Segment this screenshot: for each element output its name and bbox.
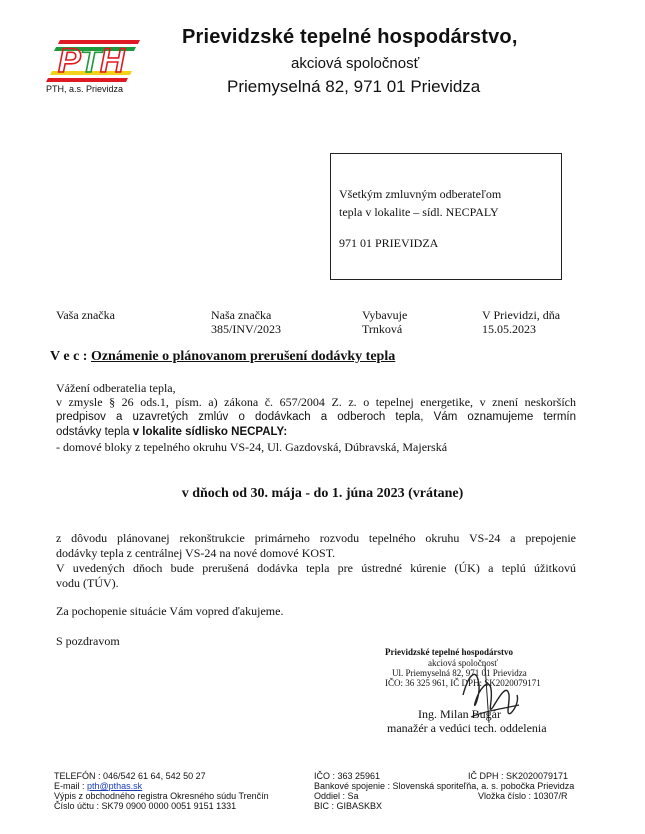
footer-email-line xyxy=(54,781,142,791)
subject-line xyxy=(50,349,395,365)
body-p2-line-1: z dôvodu plánovanej rekonštrukcie primárneho rozvodu tepelného okruhu VS-24 a prepojenie xyxy=(56,531,576,545)
company-address: Priemyselná 82, 971 01 Prievidza xyxy=(227,77,481,96)
recipient-address-box xyxy=(330,153,562,280)
footer-account: Číslo účtu : SK79 0900 0000 0051 9151 1331 xyxy=(54,801,237,811)
stamp-line-3: Ul. Priemyselná 82, 971 01 Prievidza xyxy=(392,668,527,678)
footer-vat: IČ DPH : SK2020079171 xyxy=(468,771,569,781)
our-ref-value: 385/INV/2023 xyxy=(211,322,281,336)
outage-dates: v dňoch od 30. mája - do 1. júna 2023 (vrátane) xyxy=(181,486,464,501)
letter-date: 15.05.2023 xyxy=(482,322,536,336)
body-p1-line-3-text: odstávky tepla xyxy=(56,426,133,438)
recipient-line-2: tepla v lokalite – sídl. NECPALY xyxy=(339,205,499,219)
your-ref-label: Vaša značka xyxy=(56,308,115,322)
footer-registry: Výpis z obchodného registra Okresného súdu Trenčín xyxy=(54,791,269,801)
footer-insert: Vložka číslo : 10307/R xyxy=(478,791,568,801)
footer-email-label: E-mail : xyxy=(54,781,88,791)
company-name: Prievidzské tepelné hospodárstvo, xyxy=(182,26,518,48)
footer-section: Oddiel : Sa xyxy=(314,791,359,801)
body-p2-line-4: vodu (TÚV). xyxy=(56,576,119,590)
stamp-line-2: akciová spoločnosť xyxy=(428,658,499,668)
stamp-line-4: IČO: 36 325 961, IČ DPH: SK2020079171 xyxy=(385,678,541,688)
recipient-line-3: 971 01 PRIEVIDZA xyxy=(339,236,439,250)
our-ref-label: Naša značka xyxy=(211,308,272,322)
greeting: Vážení odberatelia tepla, xyxy=(56,381,176,395)
thanks-line: Za pochopenie situácie Vám vopred ďakujeme. xyxy=(56,604,284,618)
footer-phone: TELEFÓN : 046/542 61 64, 542 50 27 xyxy=(54,771,206,781)
place-date-label: V Prievidzi, dňa xyxy=(482,308,561,322)
email-link[interactable]: pth@pthas.sk xyxy=(87,781,143,791)
svg-text:T: T xyxy=(80,42,101,80)
company-form: akciová spoločnosť xyxy=(291,55,420,72)
body-p1-line-3 xyxy=(56,425,576,439)
signatory-name: Ing. Milan Bugár xyxy=(418,707,501,721)
footer-bic: BIC : GIBASKBX xyxy=(314,801,383,811)
body-p2-line-3: V uvedených dňoch bude prerušená dodávka tepla pre ústredné kúrenie (ÚK) a teplú úžitkovú xyxy=(56,561,576,575)
body-p1-line-2: predpisov a uzavretých zmlúv o dodávkach a odberoch tepla, Vám oznamujeme termín xyxy=(56,411,576,423)
svg-text:P: P xyxy=(58,42,81,80)
handled-by-value: Trnková xyxy=(362,322,403,336)
logo-caption: PTH, a.s. Prievidza xyxy=(46,84,124,94)
body-p2-line-2: dodávky tepla z centrálnej VS-24 na nové domové KOST. xyxy=(56,546,336,560)
svg-text:H: H xyxy=(100,42,125,80)
signatory-title: manažér a vedúci tech. oddelenia xyxy=(387,721,547,735)
footer-bank: Bankové spojenie : Slovenská sporiteľňa, a. s. pobočka Prievidza xyxy=(314,781,575,791)
stamp-line-1: Prievidzské tepelné hospodárstvo xyxy=(385,647,513,657)
subject-prefix: V e c : xyxy=(50,349,88,364)
location-highlight: v lokalite sídlisko NECPALY: xyxy=(132,426,288,438)
subject-text: Oznámenie o plánovanom prerušení dodávky tepla xyxy=(90,349,396,364)
recipient-line-1: Všetkým zmluvným odberateľom xyxy=(339,187,502,201)
footer-ico: IČO : 363 25961 xyxy=(314,771,381,781)
body-p1-line-4: - domové bloky z tepelného okruhu VS-24, Ul. Gazdovská, Dúbravská, Majerská xyxy=(56,440,448,454)
closing-line: S pozdravom xyxy=(56,634,120,648)
handled-by-label: Vybavuje xyxy=(362,308,408,322)
body-p1-line-1: v zmysle § 26 ods.1, písm. a) zákona č. 657/2004 Z. z. o tepelnej energetike, v znení neskorších xyxy=(56,395,576,409)
